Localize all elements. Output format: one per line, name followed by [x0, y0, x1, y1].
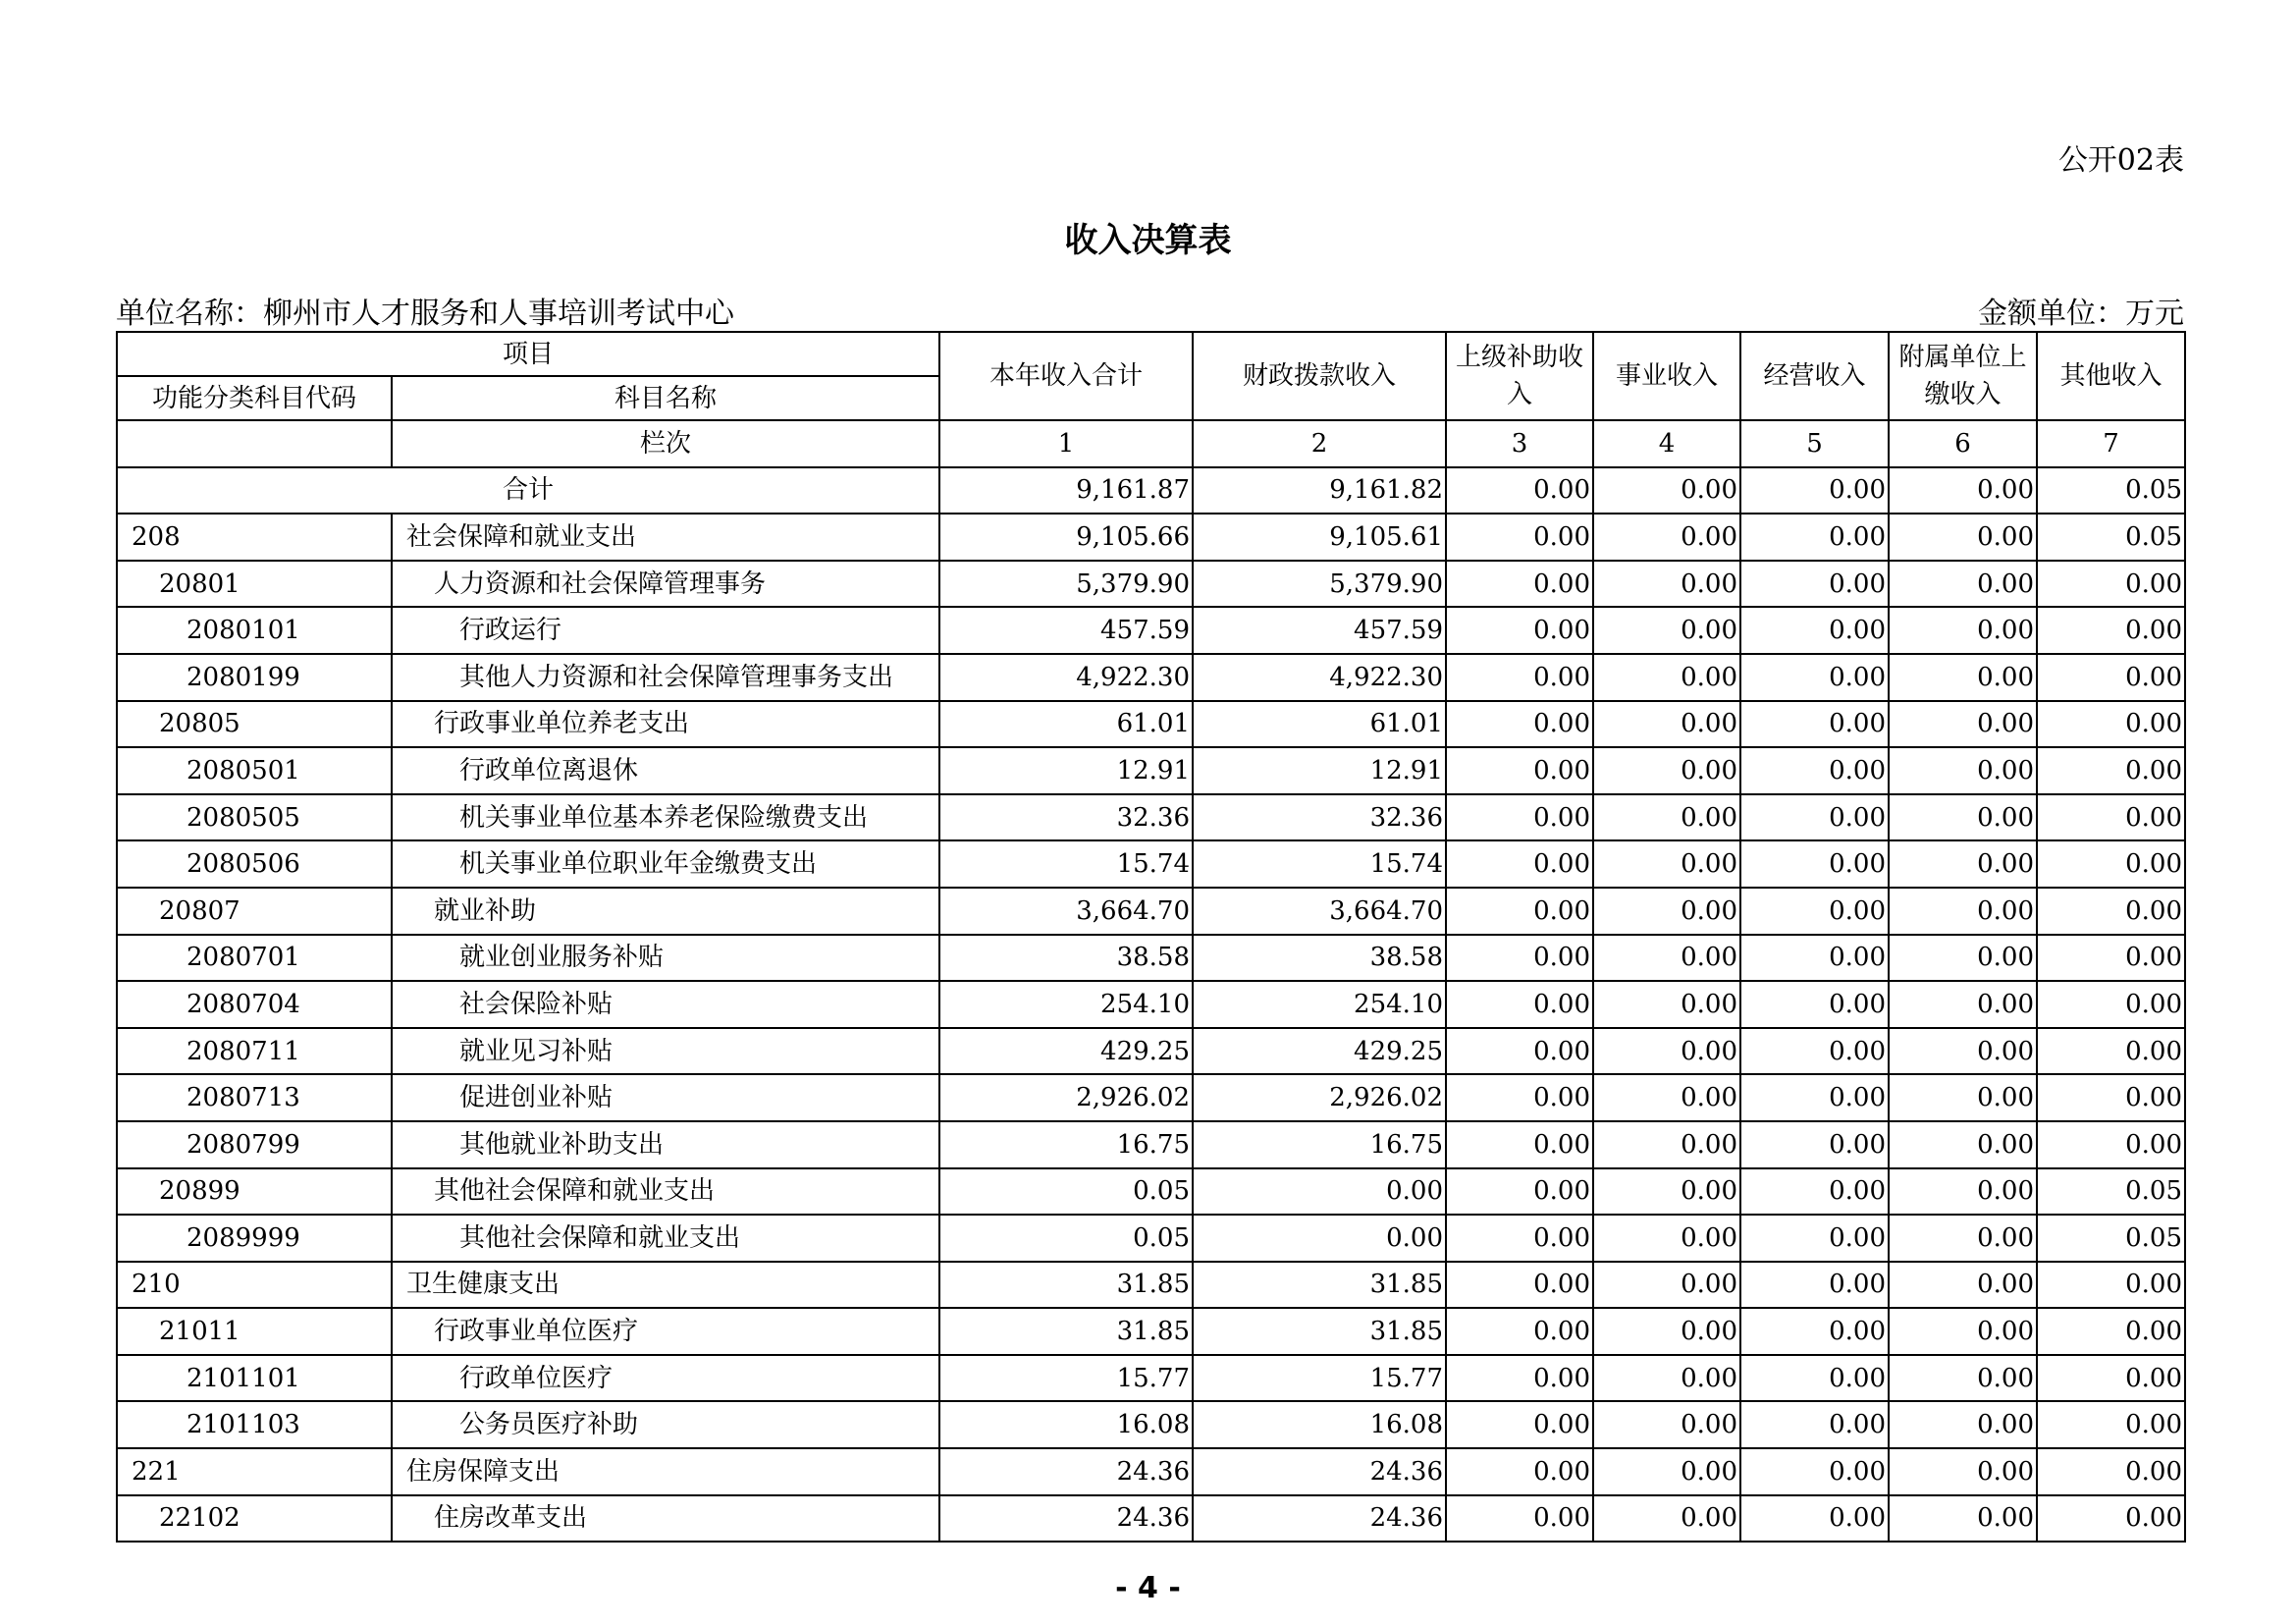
row-value: 0.00: [1593, 888, 1740, 935]
row-value: 0.00: [1740, 1495, 1889, 1543]
row-name: 机关事业单位基本养老保险缴费支出: [392, 794, 939, 841]
row-value: 0.00: [1593, 1028, 1740, 1075]
row-value: 9,105.66: [939, 514, 1193, 561]
row-value: 24.36: [939, 1448, 1193, 1495]
table-row: [117, 1121, 2185, 1168]
row-value: 0.00: [1740, 561, 1889, 608]
table-row: [117, 1168, 2185, 1216]
row-name: 行政事业单位养老支出: [392, 701, 939, 748]
row-name: 其他社会保障和就业支出: [392, 1215, 939, 1262]
row-value: 0.00: [2037, 747, 2185, 794]
row-value: 0.00: [1740, 840, 1889, 888]
row-value: 0.05: [939, 1168, 1193, 1216]
row-name: 公务员医疗补助: [392, 1401, 939, 1448]
total-value: 0.00: [1446, 467, 1593, 514]
row-value: 0.00: [1889, 1495, 2037, 1543]
page-number: - 4 -: [1115, 1571, 1181, 1605]
row-value: 0.00: [1446, 1262, 1593, 1309]
table-row: [117, 840, 2185, 888]
table-row: [117, 747, 2185, 794]
row-value: 0.00: [2037, 1308, 2185, 1355]
row-code: 2080799: [117, 1121, 392, 1168]
row-value: 0.00: [1740, 935, 1889, 982]
row-value: 38.58: [1193, 935, 1446, 982]
row-code: 2080505: [117, 794, 392, 841]
row-value: 457.59: [1193, 607, 1446, 654]
table-row: [117, 701, 2185, 748]
row-code: 2080199: [117, 654, 392, 701]
row-value: 0.00: [1446, 1074, 1593, 1121]
row-value: 0.00: [1593, 1262, 1740, 1309]
header-func-code: 功能分类科目代码: [117, 376, 392, 420]
row-value: 0.00: [1446, 981, 1593, 1028]
row-value: 0.00: [1446, 1495, 1593, 1543]
header-col1: 本年收入合计: [939, 332, 1193, 420]
row-value: 0.00: [1889, 701, 2037, 748]
row-value: 31.85: [939, 1308, 1193, 1355]
row-value: 0.00: [1593, 1495, 1740, 1543]
row-value: 0.00: [2037, 1495, 2185, 1543]
table-row: [117, 935, 2185, 982]
header-col4: 事业收入: [1593, 332, 1740, 420]
col-number: 3: [1446, 420, 1593, 467]
row-value: 3,664.70: [1193, 888, 1446, 935]
row-value: 16.75: [939, 1121, 1193, 1168]
row-value: 0.00: [1446, 1168, 1593, 1216]
row-value: 0.00: [2037, 840, 2185, 888]
row-value: 2,926.02: [1193, 1074, 1446, 1121]
row-code: 2080501: [117, 747, 392, 794]
row-value: 12.91: [939, 747, 1193, 794]
row-value: 0.00: [1593, 701, 1740, 748]
row-name: 住房保障支出: [392, 1448, 939, 1495]
row-value: 0.00: [1740, 607, 1889, 654]
row-value: 0.00: [1889, 747, 2037, 794]
row-code: 2080711: [117, 1028, 392, 1075]
row-value: 0.00: [1593, 1448, 1740, 1495]
row-value: 9,105.61: [1193, 514, 1446, 561]
row-value: 0.00: [1446, 654, 1593, 701]
total-value: 0.00: [1740, 467, 1889, 514]
row-name: 人力资源和社会保障管理事务: [392, 561, 939, 608]
row-name: 卫生健康支出: [392, 1262, 939, 1309]
row-value: 31.85: [939, 1262, 1193, 1309]
row-value: 0.00: [2037, 1074, 2185, 1121]
row-value: 0.00: [1446, 701, 1593, 748]
row-value: 24.36: [1193, 1448, 1446, 1495]
row-value: 0.00: [1740, 1074, 1889, 1121]
row-value: 0.00: [1889, 1262, 2037, 1309]
row-value: 0.00: [1740, 1262, 1889, 1309]
row-name: 行政事业单位医疗: [392, 1308, 939, 1355]
col-number: 5: [1740, 420, 1889, 467]
table-row: [117, 981, 2185, 1028]
row-name: 促进创业补贴: [392, 1074, 939, 1121]
col-number: 6: [1889, 420, 2037, 467]
row-value: 0.00: [1740, 794, 1889, 841]
row-value: 0.00: [1740, 1168, 1889, 1216]
row-value: 0.00: [1740, 701, 1889, 748]
row-value: 0.00: [1889, 1074, 2037, 1121]
row-value: 3,664.70: [939, 888, 1193, 935]
row-value: 0.00: [1593, 1401, 1740, 1448]
table-row: [117, 1074, 2185, 1121]
table-row: [117, 1215, 2185, 1262]
row-value: 15.77: [939, 1355, 1193, 1402]
row-value: 12.91: [1193, 747, 1446, 794]
row-value: 0.00: [1593, 840, 1740, 888]
lanci-blank: [117, 420, 392, 467]
row-value: 0.00: [1740, 888, 1889, 935]
row-value: 4,922.30: [1193, 654, 1446, 701]
row-value: 0.00: [2037, 701, 2185, 748]
row-value: 0.00: [1889, 1308, 2037, 1355]
row-name: 社会保险补贴: [392, 981, 939, 1028]
row-value: 0.00: [2037, 1028, 2185, 1075]
row-value: 0.00: [1740, 1121, 1889, 1168]
row-value: 0.00: [1446, 1121, 1593, 1168]
col-number: 7: [2037, 420, 2185, 467]
row-value: 0.00: [1593, 1121, 1740, 1168]
table-row: [117, 1401, 2185, 1448]
total-value: 0.00: [1593, 467, 1740, 514]
row-value: 16.75: [1193, 1121, 1446, 1168]
row-value: 0.00: [1593, 561, 1740, 608]
table-row: [117, 514, 2185, 561]
row-code: 2080506: [117, 840, 392, 888]
row-value: 0.00: [1446, 794, 1593, 841]
row-value: 0.00: [1446, 1308, 1593, 1355]
page-title: 收入决算表: [1064, 221, 1232, 260]
row-code: 20805: [117, 701, 392, 748]
row-value: 0.00: [1889, 1121, 2037, 1168]
row-value: 24.36: [1193, 1495, 1446, 1543]
row-value: 0.00: [1593, 747, 1740, 794]
row-value: 0.00: [2037, 1401, 2185, 1448]
table-row: [117, 1448, 2185, 1495]
total-value: 9,161.82: [1193, 467, 1446, 514]
row-value: 0.00: [1889, 1448, 2037, 1495]
row-value: 0.00: [1446, 1028, 1593, 1075]
row-name: 住房改革支出: [392, 1495, 939, 1543]
row-code: 2080713: [117, 1074, 392, 1121]
table-row: [117, 888, 2185, 935]
col-number: 1: [939, 420, 1193, 467]
row-value: 32.36: [939, 794, 1193, 841]
row-code: 22102: [117, 1495, 392, 1543]
row-value: 15.77: [1193, 1355, 1446, 1402]
row-name: 行政运行: [392, 607, 939, 654]
row-value: 0.00: [1740, 654, 1889, 701]
row-code: 2101103: [117, 1401, 392, 1448]
row-value: 0.00: [1593, 1215, 1740, 1262]
row-value: 2,926.02: [939, 1074, 1193, 1121]
table-row: [117, 654, 2185, 701]
row-value: 0.00: [2037, 794, 2185, 841]
row-value: 0.00: [1593, 1074, 1740, 1121]
row-code: 20899: [117, 1168, 392, 1216]
header-subject-name: 科目名称: [392, 376, 939, 420]
row-value: 0.00: [1446, 840, 1593, 888]
row-value: 31.85: [1193, 1308, 1446, 1355]
header-col5: 经营收入: [1740, 332, 1889, 420]
row-value: 0.00: [2037, 888, 2185, 935]
header-col7: 其他收入: [2037, 332, 2185, 420]
row-code: 2080701: [117, 935, 392, 982]
row-value: 429.25: [1193, 1028, 1446, 1075]
row-value: 0.00: [2037, 654, 2185, 701]
row-value: 0.00: [1740, 1028, 1889, 1075]
row-value: 0.00: [1740, 1215, 1889, 1262]
row-code: 2089999: [117, 1215, 392, 1262]
row-value: 0.00: [1446, 1401, 1593, 1448]
row-value: 0.00: [1593, 1308, 1740, 1355]
row-value: 31.85: [1193, 1262, 1446, 1309]
row-name: 就业补助: [392, 888, 939, 935]
row-value: 0.00: [1593, 607, 1740, 654]
row-value: 0.00: [1446, 514, 1593, 561]
col-number: 4: [1593, 420, 1740, 467]
row-value: 0.00: [2037, 1448, 2185, 1495]
row-code: 210: [117, 1262, 392, 1309]
row-name: 就业见习补贴: [392, 1028, 939, 1075]
row-value: 5,379.90: [1193, 561, 1446, 608]
row-value: 32.36: [1193, 794, 1446, 841]
row-value: 0.00: [1740, 1308, 1889, 1355]
table-row: [117, 1495, 2185, 1543]
row-value: 254.10: [1193, 981, 1446, 1028]
amount-unit: 金额单位：万元: [1978, 297, 2184, 331]
row-value: 429.25: [939, 1028, 1193, 1075]
row-value: 0.00: [1889, 840, 2037, 888]
row-value: 0.00: [1889, 1168, 2037, 1216]
row-value: 0.00: [1446, 1448, 1593, 1495]
row-name: 其他人力资源和社会保障管理事务支出: [392, 654, 939, 701]
row-value: 24.36: [939, 1495, 1193, 1543]
row-value: 4,922.30: [939, 654, 1193, 701]
row-value: 16.08: [939, 1401, 1193, 1448]
row-value: 0.05: [939, 1215, 1193, 1262]
row-code: 2101101: [117, 1355, 392, 1402]
row-value: 0.00: [1446, 561, 1593, 608]
row-name: 行政单位离退休: [392, 747, 939, 794]
row-value: 0.00: [1889, 607, 2037, 654]
table-row: [117, 1355, 2185, 1402]
row-value: 0.00: [2037, 607, 2185, 654]
row-value: 0.00: [1593, 514, 1740, 561]
row-value: 0.00: [2037, 1355, 2185, 1402]
row-value: 0.00: [1593, 794, 1740, 841]
col-number: 2: [1193, 420, 1446, 467]
row-value: 0.05: [2037, 1215, 2185, 1262]
header-lanci: 栏次: [392, 420, 939, 467]
income-table: [116, 331, 2186, 1543]
row-code: 2080101: [117, 607, 392, 654]
row-value: 0.00: [1889, 561, 2037, 608]
row-value: 38.58: [939, 935, 1193, 982]
header-item: 项目: [117, 332, 939, 376]
row-value: 0.00: [1889, 981, 2037, 1028]
row-value: 0.00: [1889, 1401, 2037, 1448]
total-label: 合计: [117, 467, 939, 514]
row-value: 0.00: [2037, 935, 2185, 982]
row-name: 就业创业服务补贴: [392, 935, 939, 982]
row-value: 0.00: [1889, 794, 2037, 841]
row-value: 0.00: [1193, 1168, 1446, 1216]
row-value: 61.01: [939, 701, 1193, 748]
row-value: 0.00: [1446, 935, 1593, 982]
row-value: 5,379.90: [939, 561, 1193, 608]
form-code: 公开02表: [2057, 143, 2184, 178]
row-name: 社会保障和就业支出: [392, 514, 939, 561]
row-value: 0.05: [2037, 1168, 2185, 1216]
row-value: 0.00: [1446, 1215, 1593, 1262]
unit-name: 单位名称：柳州市人才服务和人事培训考试中心: [116, 297, 734, 331]
row-value: 0.00: [1889, 1028, 2037, 1075]
row-code: 221: [117, 1448, 392, 1495]
row-name: 其他社会保障和就业支出: [392, 1168, 939, 1216]
row-code: 208: [117, 514, 392, 561]
row-value: 0.00: [1889, 935, 2037, 982]
row-value: 0.00: [1889, 514, 2037, 561]
row-code: 20801: [117, 561, 392, 608]
row-value: 0.00: [1889, 1215, 2037, 1262]
total-value: 9,161.87: [939, 467, 1193, 514]
row-value: 254.10: [939, 981, 1193, 1028]
row-value: 0.00: [1593, 1168, 1740, 1216]
table-row: [117, 561, 2185, 608]
row-name: 机关事业单位职业年金缴费支出: [392, 840, 939, 888]
row-value: 0.00: [1740, 1401, 1889, 1448]
row-value: 0.00: [1889, 888, 2037, 935]
table-row: [117, 794, 2185, 841]
total-row: [117, 467, 2185, 514]
row-value: 0.00: [1740, 981, 1889, 1028]
table-row: [117, 1308, 2185, 1355]
header-col6: 附属单位上缴收入: [1889, 332, 2037, 420]
row-value: 0.00: [2037, 1121, 2185, 1168]
row-value: 0.00: [1740, 1448, 1889, 1495]
row-value: 0.00: [1593, 654, 1740, 701]
row-value: 16.08: [1193, 1401, 1446, 1448]
table-row: [117, 607, 2185, 654]
row-value: 0.00: [1740, 747, 1889, 794]
row-name: 其他就业补助支出: [392, 1121, 939, 1168]
row-value: 0.00: [2037, 981, 2185, 1028]
row-value: 0.00: [1446, 888, 1593, 935]
header-col3: 上级补助收入: [1446, 332, 1593, 420]
row-value: 0.00: [2037, 561, 2185, 608]
row-value: 0.00: [1446, 1355, 1593, 1402]
row-value: 0.05: [2037, 514, 2185, 561]
total-value: 0.05: [2037, 467, 2185, 514]
row-value: 61.01: [1193, 701, 1446, 748]
row-value: 0.00: [1740, 1355, 1889, 1402]
row-value: 15.74: [1193, 840, 1446, 888]
row-value: 457.59: [939, 607, 1193, 654]
row-value: 0.00: [1593, 981, 1740, 1028]
row-value: 0.00: [2037, 1262, 2185, 1309]
row-value: 0.00: [1889, 1355, 2037, 1402]
row-name: 行政单位医疗: [392, 1355, 939, 1402]
row-value: 0.00: [1593, 935, 1740, 982]
row-code: 2080704: [117, 981, 392, 1028]
row-value: 0.00: [1193, 1215, 1446, 1262]
table-row: [117, 1262, 2185, 1309]
row-value: 0.00: [1446, 607, 1593, 654]
row-value: 0.00: [1740, 514, 1889, 561]
row-code: 20807: [117, 888, 392, 935]
row-value: 15.74: [939, 840, 1193, 888]
header-col2: 财政拨款收入: [1193, 332, 1446, 420]
row-code: 21011: [117, 1308, 392, 1355]
total-value: 0.00: [1889, 467, 2037, 514]
row-value: 0.00: [1446, 747, 1593, 794]
row-value: 0.00: [1593, 1355, 1740, 1402]
table-row: [117, 1028, 2185, 1075]
row-value: 0.00: [1889, 654, 2037, 701]
